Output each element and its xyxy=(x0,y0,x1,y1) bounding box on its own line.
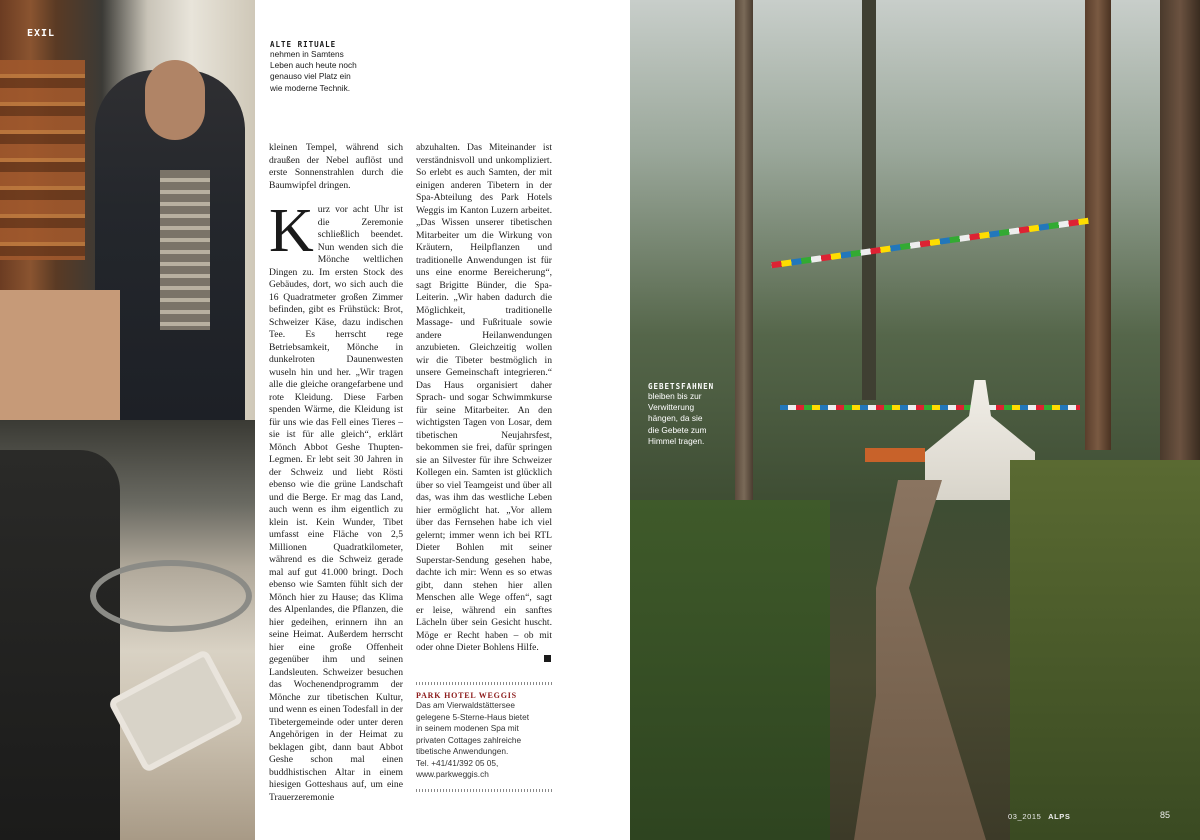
column1-intro: kleinen Tempel, während sich draußen der Nebel auflöst und erste Sonnenstrahlen durch die Baumwipfel dringen. xyxy=(269,142,403,191)
ferns-left xyxy=(630,500,830,840)
footer-magazine: ALPS xyxy=(1048,812,1071,821)
orange-bench xyxy=(865,448,925,462)
end-mark-icon xyxy=(544,655,551,662)
caption-top-line: wie moderne Technik. xyxy=(270,82,351,93)
man-face xyxy=(145,60,205,140)
tree-trunk xyxy=(1160,0,1200,520)
section-label: EXIL xyxy=(27,28,56,39)
infobox-line: tibetische Anwendungen. xyxy=(416,746,509,756)
infobox-line: gelegene 5-Sterne-Haus bietet xyxy=(416,711,530,722)
infobox-link[interactable]: www.parkweggis.ch xyxy=(416,769,489,779)
footer-issue: 03_2015 xyxy=(1008,812,1042,821)
infobox-bottom-rule xyxy=(416,789,552,792)
chair xyxy=(90,560,252,632)
column1-body-paragraph xyxy=(269,197,403,802)
striped-sweater xyxy=(160,170,210,330)
man-silhouette xyxy=(0,450,120,840)
caption-top-kicker: ALTE RITUALE xyxy=(270,40,337,49)
ferns-right xyxy=(1010,460,1200,840)
article-column-1 xyxy=(269,142,403,802)
infobox-line: Tel. +41/41/392 05 05, xyxy=(416,757,499,768)
caption-right-line: bleiben bis zur xyxy=(648,391,702,401)
article-column-2 xyxy=(416,142,552,667)
caption-right-line: die Gebete zum xyxy=(648,424,707,435)
caption-right-line: Verwitterung xyxy=(648,402,695,413)
prayer-flag-string xyxy=(771,218,1089,268)
caption-right-kicker: GEBETSFAHNEN xyxy=(648,382,715,391)
caption-right-line: hängen, da sie xyxy=(648,413,703,424)
footer xyxy=(1008,812,1071,821)
caption-right xyxy=(648,382,738,447)
column2-body: abzuhalten. Das Miteinander ist verständnisvoll und unkompliziert. So erlebt es auch Samten, der mit einigen anderen Tibetern in der Spa-Abteilung des Park Hotels Weggis im Kanton Luzern arbeitet. „Das Wissen unserer tibetischen Mitarbeiter um die Wirkung von Kräutern, Heilpflanzen und traditionelle Anwendungen ist für uns eine enorme Bereicherung“, sagt Brigitte Bünder, die Spa-Leiterin. „Wir haben dadurch die Möglichkeit, traditionelle Massage- und Fußrituale sowie andere Heilanwendungen anzubieten. Gleichzeitig wollen wir die Tibeter bestmöglich in unsere Gemeinschaft integrieren.“ Das Haus organisiert daher Sprach- und sogar Schwimmkurse für seine Mitarbeiter. An den wichtigsten Tagen von Losar, dem tibetischen Neujahrsfest, bekommen sie frei, dafür springen sie an Silvester für ihre Schweizer Kollegen ein. Samten ist glücklich über so viel Teamgeist und über all das, was ihm das westliche Leben hier ermöglicht hat. „Vor allem über das Fernsehen habe ich viel gelernt; immer wenn ich bei RTL Dieter Bohlen mit seiner Superstar-Sendung gesehen habe, dachte ich mir: Wenn es so etwas gibt, dann stehen hier allen Menschen alle Wege offen“, sagt er leise, während ein sanftes Lächeln über sein Gesicht huscht. Möge er Recht haben – ob mit oder ohne Dieter Bohlens Hilfe. xyxy=(416,142,552,653)
caption-top-line: genauso viel Platz ein xyxy=(270,71,351,82)
infobox-line: privaten Cottages zahlreiche xyxy=(416,734,522,745)
caption-top-line: nehmen in Samtens xyxy=(270,49,344,59)
infobox-title: PARK HOTEL WEGGIS xyxy=(416,691,517,700)
column1-body: urz vor acht Uhr ist die Zeremonie schließlich beendet. Nun wenden sich die Mönche weltlichen Dingen zu. Im ersten Stock des Gebäudes, dort, wo sich auch die 16 Quadratmeter großen Zimmer befinden, gibt es Frühstück: Brot, Schweizer Käse, dazu indischen Tee. Es herrscht rege Betriebsamkeit, Mönche in dunkelroten Daunenwesten wuseln hin und her. „Wir tragen alle die gleiche orangefarbene und rote Kleidung. Diese Farben spenden Wärme, die Kleidung ist für uns wie das Fell eines Tieres – sie ist für alle gleich“, erklärt Mönch Abbot Geshe Thupten-Legmen. Er lebt seit 30 Jahren in der Schweiz und liebt Rösti ebenso wie die grüne Landschaft und die Berge. Er mag das Land, auch wenn es ihm eigentlich zu klein ist. Kein Wunder, Tibet umfasst eine Fläche von 2,5 Millionen Quadratkilometer, während es die Schweiz gerade mal auf gut 41.000 bringt. Doch ebenso wie Samten fühlt sich der Mönch hier zu Hause; das Klima des Alpenlandes, die Pflanzen, die hier gedeihen, erinnern ihn an seine Heimat. Außerdem herrscht hier eine große Offenheit gegenüber ihm und seinen Landsleuten. Schweizer besuchen das Wochenendprogramm der Mönche zur tibetischen Kultur, und wenn es einen Todesfall in der Tibetergemeinde oder unter deren Angehörigen in der Heimat zu beklagen gibt, dann baut Abbot Geshe schon mal einen buddhistischen Altar in einem hiesigen Gotteshaus auf, um eine Trauerzeremonie xyxy=(269,204,403,802)
tree-trunk xyxy=(735,0,753,560)
caption-top-line: Leben auch heute noch xyxy=(270,60,357,71)
tree-trunk xyxy=(1085,0,1111,450)
infobox-line: Das am Vierwaldstättersee xyxy=(416,700,515,710)
photo-monk-prayer-wheels xyxy=(0,0,255,420)
gravel-path xyxy=(810,480,1030,840)
infobox xyxy=(416,682,552,792)
wooden-shelf xyxy=(0,290,120,420)
prayer-flag-string xyxy=(780,405,1080,410)
photo-stupa-prayer-flags xyxy=(630,0,1200,840)
tree-trunk xyxy=(862,0,876,400)
photo-man-phone xyxy=(0,420,255,840)
infobox-top-rule xyxy=(416,682,552,685)
smartphone xyxy=(107,649,244,774)
prayer-wheels xyxy=(0,60,85,260)
caption-top xyxy=(270,40,370,94)
page-number: 85 xyxy=(1160,810,1171,820)
infobox-line: in seinem modenen Spa mit xyxy=(416,723,519,733)
caption-right-line: Himmel tragen. xyxy=(648,435,705,446)
dropcap: K xyxy=(269,197,314,265)
